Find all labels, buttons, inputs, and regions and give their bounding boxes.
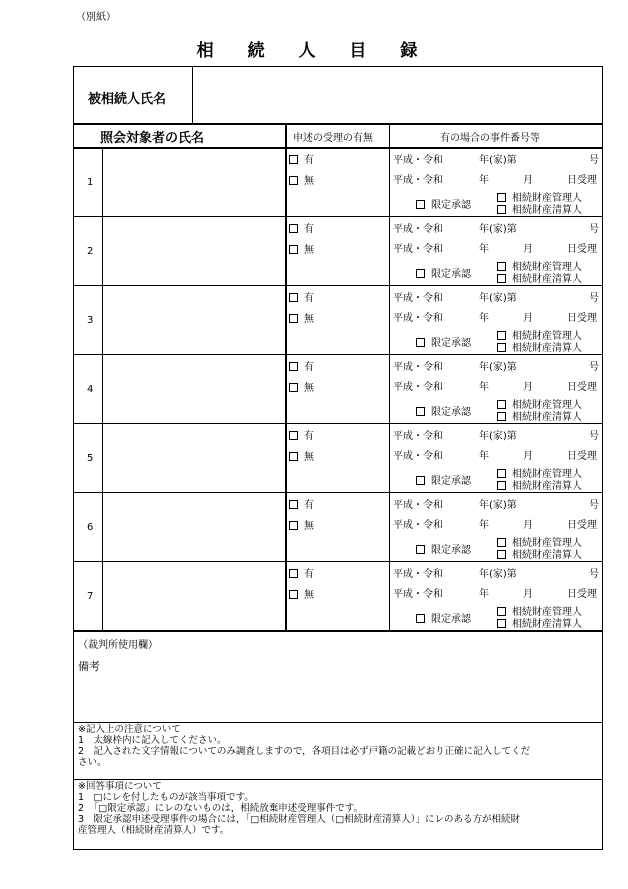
case-year: 年(家)第 xyxy=(479,362,517,373)
checkbox-icon[interactable] xyxy=(289,155,298,164)
limited-approval-option[interactable] xyxy=(416,610,471,625)
notes-answer-line: 1 □にレを付したものが該当事項です。 xyxy=(78,792,254,803)
notes-answer-line: 2 「□限定承認」にレのないものは，相続放棄申述受理事件です。 xyxy=(78,803,364,814)
yes-label: 有 xyxy=(304,500,314,511)
no-option[interactable] xyxy=(289,517,314,532)
admin-label: 相続財産管理人 xyxy=(512,400,582,411)
checkbox-icon[interactable] xyxy=(497,412,506,421)
case-number-suffix: 号 xyxy=(589,431,599,442)
case-number-suffix: 号 xyxy=(589,500,599,511)
accept-day: 日受理 xyxy=(567,451,597,462)
accept-year: 年 xyxy=(479,244,489,255)
limited-approval-label: 限定承認 xyxy=(431,407,471,418)
yes-option[interactable] xyxy=(289,220,314,235)
case-number-suffix: 号 xyxy=(589,224,599,235)
notes-entry-top-line xyxy=(73,722,603,723)
case-year: 年(家)第 xyxy=(479,293,517,304)
decedent-divider xyxy=(192,66,193,124)
case-number-suffix: 号 xyxy=(589,155,599,166)
checkbox-icon[interactable] xyxy=(497,343,506,352)
accept-day: 日受理 xyxy=(567,520,597,531)
row-divider xyxy=(73,285,603,286)
yes-label: 有 xyxy=(304,362,314,373)
accept-era: 平成・令和 xyxy=(393,520,443,531)
limited-approval-label: 限定承認 xyxy=(431,269,471,280)
checkbox-icon[interactable] xyxy=(289,590,298,599)
col-header-case: 有の場合の事件番号等 xyxy=(440,133,540,144)
case-era: 平成・令和 xyxy=(393,224,443,235)
liquidator-label: 相続財産清算人 xyxy=(512,412,582,423)
liquidator-label: 相続財産清算人 xyxy=(512,619,582,630)
row-number: 5 xyxy=(87,453,94,464)
case-year: 年(家)第 xyxy=(479,155,517,166)
accept-month: 月 xyxy=(523,175,533,186)
remarks-label: 備考 xyxy=(78,660,100,673)
case-era: 平成・令和 xyxy=(393,155,443,166)
checkbox-icon[interactable] xyxy=(289,431,298,440)
checkbox-icon[interactable] xyxy=(497,481,506,490)
accept-era: 平成・令和 xyxy=(393,313,443,324)
accept-month: 月 xyxy=(523,313,533,324)
admin-label: 相続財産管理人 xyxy=(512,193,582,204)
no-label: 無 xyxy=(304,521,314,532)
limited-approval-label: 限定承認 xyxy=(431,545,471,556)
accept-era: 平成・令和 xyxy=(393,382,443,393)
no-label: 無 xyxy=(304,452,314,463)
yes-option[interactable] xyxy=(289,427,314,442)
row-divider xyxy=(73,354,603,355)
row-number: 6 xyxy=(87,522,94,533)
notes-entry xyxy=(78,724,598,768)
liquidator-option[interactable] xyxy=(497,477,582,492)
checkbox-icon[interactable] xyxy=(416,269,425,278)
case-era: 平成・令和 xyxy=(393,362,443,373)
case-year: 年(家)第 xyxy=(479,224,517,235)
case-number-suffix: 号 xyxy=(589,293,599,304)
accept-year: 年 xyxy=(479,313,489,324)
yes-option[interactable] xyxy=(289,358,314,373)
checkbox-icon[interactable] xyxy=(497,550,506,559)
accept-day: 日受理 xyxy=(567,244,597,255)
liquidator-label: 相続財産清算人 xyxy=(512,481,582,492)
row-divider xyxy=(73,561,603,562)
notes-answer-line: 産管理人（相続財産清算人）です。 xyxy=(78,825,230,836)
case-era: 平成・令和 xyxy=(393,569,443,580)
notes-entry-line: さい。 xyxy=(78,757,107,768)
liquidator-option[interactable] xyxy=(497,408,582,423)
notes-entry-line: 1 太線枠内に記入してください。 xyxy=(78,735,227,746)
case-year: 年(家)第 xyxy=(479,431,517,442)
limited-approval-option[interactable] xyxy=(416,541,471,556)
accept-day: 日受理 xyxy=(567,382,597,393)
admin-label: 相続財産管理人 xyxy=(512,262,582,273)
limited-approval-label: 限定承認 xyxy=(431,476,471,487)
accept-year: 年 xyxy=(479,520,489,531)
notes-answer-line: 3 限定承認申述受理事件の場合には，「□相続財産管理人（□相続財産清算人）」にレのある方が相続財 xyxy=(78,814,520,825)
accept-year: 年 xyxy=(479,175,489,186)
accept-era: 平成・令和 xyxy=(393,175,443,186)
liquidator-option[interactable] xyxy=(497,270,582,285)
name-divider xyxy=(285,123,287,630)
case-number-suffix: 号 xyxy=(589,362,599,373)
yes-option[interactable] xyxy=(289,565,314,580)
checkbox-icon[interactable] xyxy=(289,569,298,578)
no-label: 無 xyxy=(304,383,314,394)
notes-entry-heading: ※記入上の注意について xyxy=(78,724,181,735)
limited-approval-option[interactable] xyxy=(416,403,471,418)
notes-answer-top-line xyxy=(73,779,603,780)
row-divider xyxy=(73,492,603,493)
no-label: 無 xyxy=(304,245,314,256)
liquidator-option[interactable] xyxy=(497,201,582,216)
col-header-filed: 申述の受理の有無 xyxy=(293,133,373,144)
no-label: 無 xyxy=(304,590,314,601)
limited-approval-label: 限定承認 xyxy=(431,614,471,625)
accept-era: 平成・令和 xyxy=(393,244,443,255)
checkbox-icon[interactable] xyxy=(289,314,298,323)
admin-label: 相続財産管理人 xyxy=(512,469,582,480)
accept-year: 年 xyxy=(479,382,489,393)
liquidator-label: 相続財産清算人 xyxy=(512,205,582,216)
col-header-name: 照会対象者の氏名 xyxy=(100,131,205,146)
liquidator-label: 相続財産清算人 xyxy=(512,343,582,354)
checkbox-icon[interactable] xyxy=(497,274,506,283)
yes-label: 有 xyxy=(304,224,314,235)
no-option[interactable] xyxy=(289,310,314,325)
checkbox-icon[interactable] xyxy=(289,293,298,302)
checkbox-icon[interactable] xyxy=(289,176,298,185)
case-era: 平成・令和 xyxy=(393,431,443,442)
case-era: 平成・令和 xyxy=(393,293,443,304)
notes-answer-heading: ※回答事項について xyxy=(78,781,162,792)
checkbox-icon[interactable] xyxy=(416,614,425,623)
annex-label: （別紙） xyxy=(76,12,116,23)
yes-label: 有 xyxy=(304,155,314,166)
liquidator-label: 相続財産清算人 xyxy=(512,550,582,561)
liquidator-option[interactable] xyxy=(497,546,582,561)
yes-option[interactable] xyxy=(289,496,314,511)
case-number-suffix: 号 xyxy=(589,569,599,580)
checkbox-icon[interactable] xyxy=(289,383,298,392)
num-divider xyxy=(102,147,103,630)
yes-label: 有 xyxy=(304,431,314,442)
liquidator-option[interactable] xyxy=(497,339,582,354)
accept-year: 年 xyxy=(479,451,489,462)
checkbox-icon[interactable] xyxy=(416,545,425,554)
target-name-field[interactable] xyxy=(106,151,281,212)
accept-month: 月 xyxy=(523,589,533,600)
row-number: 1 xyxy=(87,177,94,188)
case-era: 平成・令和 xyxy=(393,500,443,511)
checkbox-icon[interactable] xyxy=(497,205,506,214)
accept-day: 日受理 xyxy=(567,313,597,324)
checkbox-icon[interactable] xyxy=(497,619,506,628)
no-option[interactable] xyxy=(289,241,314,256)
no-label: 無 xyxy=(304,314,314,325)
checkbox-icon[interactable] xyxy=(289,500,298,509)
row-divider xyxy=(73,216,603,217)
accept-day: 日受理 xyxy=(567,589,597,600)
yes-option[interactable] xyxy=(289,151,314,166)
row-divider xyxy=(73,423,603,424)
checkbox-icon[interactable] xyxy=(416,476,425,485)
accept-month: 月 xyxy=(523,520,533,531)
admin-label: 相続財産管理人 xyxy=(512,607,582,618)
row-number: 7 xyxy=(87,591,94,602)
accept-era: 平成・令和 xyxy=(393,589,443,600)
checkbox-icon[interactable] xyxy=(289,521,298,530)
target-name-field[interactable] xyxy=(106,220,281,281)
checkbox-icon[interactable] xyxy=(416,200,425,209)
target-name-field[interactable] xyxy=(106,427,281,488)
yes-label: 有 xyxy=(304,569,314,580)
no-option[interactable] xyxy=(289,379,314,394)
accept-year: 年 xyxy=(479,589,489,600)
checkbox-icon[interactable] xyxy=(416,407,425,416)
accept-month: 月 xyxy=(523,244,533,255)
liquidator-option[interactable] xyxy=(497,615,582,630)
yes-label: 有 xyxy=(304,293,314,304)
row-number: 4 xyxy=(87,384,94,395)
target-name-field[interactable] xyxy=(106,358,281,419)
row-number: 2 xyxy=(87,246,94,257)
limited-approval-option[interactable] xyxy=(416,334,471,349)
liquidator-label: 相続財産清算人 xyxy=(512,274,582,285)
court-use-label: （裁判所使用欄） xyxy=(78,640,158,651)
yes-option[interactable] xyxy=(289,289,314,304)
no-option[interactable] xyxy=(289,172,314,187)
limited-approval-label: 限定承認 xyxy=(431,200,471,211)
target-name-field[interactable] xyxy=(106,496,281,557)
accept-era: 平成・令和 xyxy=(393,451,443,462)
limited-approval-option[interactable] xyxy=(416,265,471,280)
case-year: 年(家)第 xyxy=(479,500,517,511)
checkbox-icon[interactable] xyxy=(289,362,298,371)
no-label: 無 xyxy=(304,176,314,187)
accept-month: 月 xyxy=(523,451,533,462)
target-name-field[interactable] xyxy=(106,289,281,350)
admin-label: 相続財産管理人 xyxy=(512,331,582,342)
admin-label: 相続財産管理人 xyxy=(512,538,582,549)
notes-answer xyxy=(78,781,598,836)
checkbox-icon[interactable] xyxy=(416,338,425,347)
no-option[interactable] xyxy=(289,586,314,601)
header-top-line xyxy=(73,123,603,125)
checkbox-icon[interactable] xyxy=(289,245,298,254)
limited-approval-label: 限定承認 xyxy=(431,338,471,349)
row-number: 3 xyxy=(87,315,94,326)
checkbox-icon[interactable] xyxy=(289,224,298,233)
table-bottom-line xyxy=(73,630,603,632)
decedent-name-field[interactable] xyxy=(200,72,595,118)
limited-approval-option[interactable] xyxy=(416,472,471,487)
limited-approval-option[interactable] xyxy=(416,196,471,211)
accept-month: 月 xyxy=(523,382,533,393)
filed-divider xyxy=(389,123,390,630)
checkbox-icon[interactable] xyxy=(289,452,298,461)
document-title: 相 続 人 目 録 xyxy=(196,41,432,61)
decedent-name-label: 被相続人氏名 xyxy=(88,92,167,107)
no-option[interactable] xyxy=(289,448,314,463)
case-year: 年(家)第 xyxy=(479,569,517,580)
header-bottom-line xyxy=(73,147,603,149)
notes-entry-line: 2 記入された文字情報についてのみ調査しますので，各項目は必ず戸籍の記載どおり正確に記入してくだ xyxy=(78,746,531,757)
target-name-field[interactable] xyxy=(106,565,281,626)
accept-day: 日受理 xyxy=(567,175,597,186)
